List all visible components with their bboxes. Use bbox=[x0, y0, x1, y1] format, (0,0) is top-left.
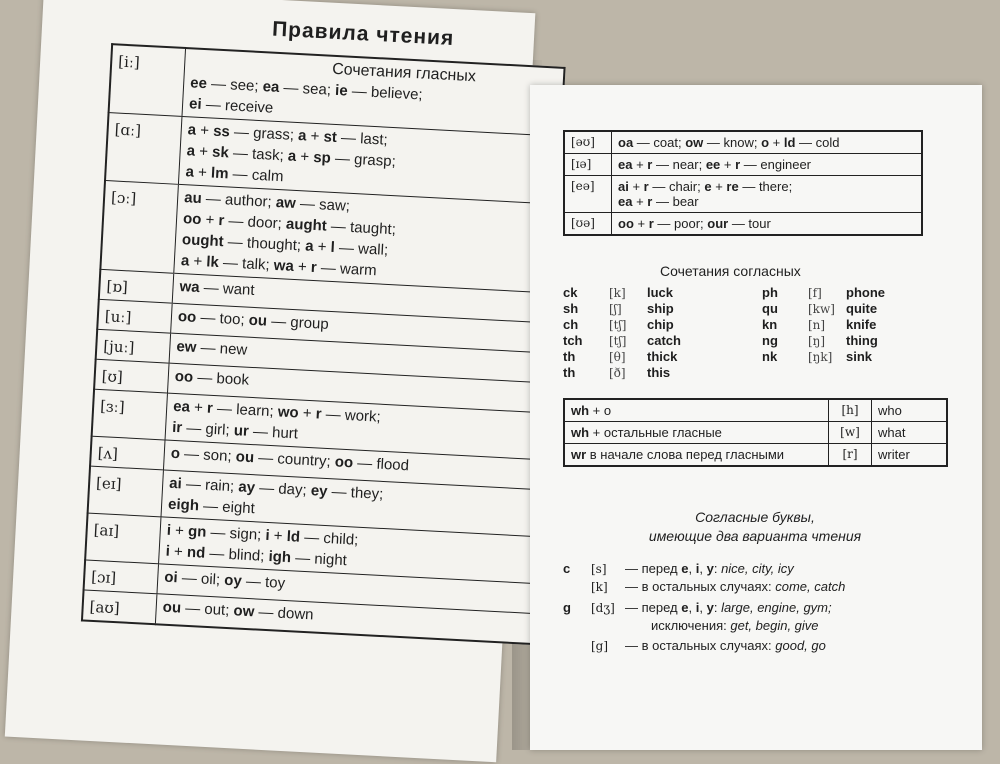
diphthong-row bbox=[564, 154, 922, 176]
rule-text: — перед bbox=[625, 600, 682, 615]
letter-combo: e bbox=[681, 600, 689, 615]
rule-text: — last; bbox=[336, 129, 389, 149]
rule-text: в начале слова перед гласными bbox=[586, 447, 785, 462]
rule-text: исключения: bbox=[651, 618, 731, 633]
letter-combo: o bbox=[170, 444, 181, 463]
letter-combo: ai bbox=[618, 179, 629, 194]
letter-combo: r bbox=[647, 194, 653, 209]
wh-row bbox=[564, 422, 947, 444]
rule-text: — want bbox=[199, 279, 255, 299]
diphthong-row bbox=[564, 213, 922, 236]
consonant-row bbox=[563, 349, 681, 365]
rule-text: — hurt bbox=[248, 422, 299, 443]
consonant-section-heading: Сочетания согласных bbox=[660, 263, 801, 279]
rule-text: — tour bbox=[728, 216, 771, 231]
wh-wr-table bbox=[563, 398, 948, 467]
letter-combo: ow bbox=[685, 135, 704, 150]
consonant-list-right bbox=[762, 285, 885, 365]
letter-combo: r bbox=[643, 179, 649, 194]
rule-text: — down bbox=[253, 603, 314, 624]
letter-combo: wh bbox=[571, 425, 590, 440]
letter-combo: ay bbox=[237, 478, 256, 497]
letter-combo: eigh bbox=[167, 495, 200, 515]
rule-text: — sign; bbox=[205, 523, 266, 544]
ipa-cell: [w] bbox=[829, 422, 872, 444]
examples-cell bbox=[612, 131, 923, 154]
rule-text: — cold bbox=[795, 135, 840, 150]
examples-cell bbox=[612, 213, 923, 236]
ipa-cell: [uː] bbox=[97, 299, 172, 333]
ipa-cell: [ɔː] bbox=[100, 180, 178, 273]
rule-text: — book bbox=[192, 368, 250, 389]
example-cell: writer bbox=[872, 444, 948, 467]
rule-text: — work; bbox=[321, 405, 382, 426]
consonant-combo: sh bbox=[563, 301, 579, 316]
rule-text: — new bbox=[195, 339, 248, 359]
letter-combo: ou bbox=[235, 448, 255, 467]
rule-text: — child; bbox=[299, 528, 359, 549]
consonant-ipa: [kw] bbox=[808, 302, 835, 316]
consonant-ipa: [ŋk] bbox=[808, 350, 833, 364]
letter-combo: a bbox=[287, 147, 297, 165]
rule-text: — engineer bbox=[740, 157, 812, 172]
diphthong-table bbox=[563, 130, 923, 236]
ipa-cell: [r] bbox=[829, 444, 872, 467]
letter-combo: gn bbox=[187, 522, 207, 541]
letter-combo: i bbox=[695, 600, 700, 615]
letter-combo: ought bbox=[181, 231, 225, 251]
letter: c bbox=[563, 561, 571, 576]
letter-combo: aw bbox=[275, 193, 297, 212]
rule-text: — girl; bbox=[181, 419, 235, 440]
ipa-cell: [h] bbox=[829, 399, 872, 422]
letter-combo: sp bbox=[312, 148, 332, 167]
letter-combo: ea bbox=[618, 157, 633, 172]
ipa-cell: [ɑː] bbox=[105, 113, 182, 185]
letter-combo: r bbox=[647, 157, 653, 172]
letter-combo: ur bbox=[233, 422, 250, 440]
consonant-row bbox=[563, 333, 681, 349]
rule-text: + bbox=[632, 157, 648, 172]
consonant-example: sink bbox=[846, 349, 873, 364]
letter-combo: lm bbox=[210, 164, 229, 183]
rule-text: — wall; bbox=[334, 239, 389, 259]
rule-text: + bbox=[633, 216, 649, 231]
consonant-example: phone bbox=[846, 285, 885, 300]
rule-text: — oil; bbox=[177, 569, 225, 589]
ipa: [g] bbox=[591, 639, 609, 653]
letter-combo: wh bbox=[571, 403, 590, 418]
consonant-row bbox=[563, 365, 681, 381]
ipa-cell: [aɪ] bbox=[85, 513, 161, 564]
consonant-ipa: [tʃ] bbox=[609, 318, 627, 332]
letter-combo: oo bbox=[174, 367, 194, 386]
rule-text: + bbox=[628, 179, 644, 194]
rule-text: — calm bbox=[228, 165, 284, 186]
letter-combo: a bbox=[297, 127, 307, 145]
two-sound-row bbox=[563, 579, 845, 595]
letter-combo: oo bbox=[618, 216, 634, 231]
letter-combo: e bbox=[704, 179, 712, 194]
rule-text: — eight bbox=[198, 497, 256, 518]
letter-combo: l bbox=[330, 238, 336, 257]
rule-text: — thought; bbox=[223, 233, 306, 255]
rule-text: — в остальных случаях: bbox=[625, 579, 776, 594]
ipa-cell: [ʊ] bbox=[94, 359, 169, 393]
consonant-row bbox=[563, 317, 681, 333]
ipa-cell: [juː] bbox=[96, 329, 171, 363]
rule-text: — son; bbox=[179, 445, 237, 466]
letter-combo: a bbox=[185, 163, 195, 181]
two-sound-row bbox=[563, 600, 832, 616]
rule-text: , bbox=[699, 561, 707, 576]
rule-text: — sea; bbox=[278, 79, 336, 99]
consonant-list-left bbox=[563, 285, 681, 381]
letter-combo: r bbox=[206, 399, 214, 417]
right-page bbox=[530, 85, 982, 750]
rule-cell bbox=[564, 422, 829, 444]
letter-combo: our bbox=[707, 216, 729, 231]
consonant-ipa: [ŋ] bbox=[808, 334, 826, 348]
letter-combo: sk bbox=[211, 143, 230, 162]
rule-text: — flood bbox=[352, 454, 410, 475]
consonant-example: thing bbox=[846, 333, 878, 348]
letter-combo: ea bbox=[262, 78, 280, 96]
example-line bbox=[618, 179, 915, 194]
ipa-cell: [aʊ] bbox=[82, 590, 157, 624]
ipa-cell: [iː] bbox=[109, 44, 186, 116]
two-sound-row bbox=[563, 618, 819, 634]
letter-combo: r bbox=[310, 258, 318, 277]
ipa: [k] bbox=[591, 580, 608, 594]
rule-text: — believe; bbox=[347, 82, 424, 104]
rule-text: + bbox=[194, 142, 213, 161]
rule-text: : bbox=[713, 600, 722, 615]
letter-combo: y bbox=[706, 600, 714, 615]
rule-text: + bbox=[306, 127, 325, 146]
consonant-combo: qu bbox=[762, 301, 778, 316]
wh-row bbox=[564, 444, 947, 467]
letter-combo: re bbox=[726, 179, 739, 194]
rule-text: + bbox=[720, 157, 736, 172]
rule-text: + bbox=[313, 238, 332, 256]
letter-combo: i bbox=[166, 521, 172, 539]
rule-text: — в остальных случаях: bbox=[625, 638, 776, 653]
ipa-cell: [ɒ] bbox=[99, 269, 174, 303]
ipa-cell: [ɪə] bbox=[564, 154, 612, 176]
rule-text: + bbox=[295, 147, 314, 166]
diphthong-row bbox=[564, 176, 922, 213]
letter-combo: wa bbox=[179, 278, 201, 297]
ipa-cell: [ʊə] bbox=[564, 213, 612, 236]
consonant-example: knife bbox=[846, 317, 877, 332]
consonant-example: catch bbox=[647, 333, 681, 348]
consonant-example: luck bbox=[647, 285, 674, 300]
rule-text: — night bbox=[290, 549, 348, 570]
two-sound-heading-line-1: Согласные буквы, bbox=[695, 509, 815, 525]
letter-combo: igh bbox=[268, 548, 292, 567]
letter-combo: a bbox=[180, 252, 190, 270]
rule-text: — country; bbox=[253, 449, 336, 471]
rule-text: + bbox=[193, 163, 212, 182]
letter-combo: oo bbox=[182, 210, 202, 229]
consonant-row bbox=[762, 301, 885, 317]
rule-text: — taught; bbox=[326, 217, 397, 239]
letter-combo: ey bbox=[310, 482, 328, 501]
rule-text: — rain; bbox=[181, 475, 239, 496]
letter-combo: o bbox=[761, 135, 770, 150]
letter-combo: oa bbox=[618, 135, 634, 150]
letter-combo: r bbox=[648, 216, 654, 231]
letter-combo: ai bbox=[168, 474, 183, 493]
ipa-cell: [ʌ] bbox=[90, 436, 165, 470]
consonant-row bbox=[563, 301, 681, 317]
diphthong-row bbox=[564, 131, 922, 154]
letter-combo: ie bbox=[334, 81, 349, 100]
consonant-example: this bbox=[647, 365, 671, 380]
example-words: come, catch bbox=[775, 579, 846, 594]
letter-combo: aught bbox=[285, 215, 328, 235]
rule-text: — grass; bbox=[229, 123, 299, 145]
letter-combo: ei bbox=[188, 95, 203, 113]
consonant-combo: ch bbox=[563, 317, 579, 332]
letter-combo: wa bbox=[273, 256, 295, 275]
two-sound-letters-heading bbox=[620, 508, 890, 546]
rule-text: — group bbox=[266, 312, 330, 333]
rule-text: + bbox=[170, 521, 189, 540]
rule-text: — there; bbox=[738, 179, 793, 194]
letter-combo: au bbox=[183, 189, 203, 208]
rule-text: — grasp; bbox=[330, 149, 397, 171]
example-cell: who bbox=[872, 399, 948, 422]
letter-combo: r bbox=[218, 211, 225, 230]
letter-combo: i bbox=[695, 561, 700, 576]
rule-text: + bbox=[711, 179, 727, 194]
letter-combo: oo bbox=[334, 453, 354, 472]
page-title: Правила чтения bbox=[271, 17, 455, 51]
rule-text: — see; bbox=[206, 75, 264, 96]
letter: g bbox=[563, 600, 571, 615]
ipa-cell: [ɔɪ] bbox=[84, 560, 159, 594]
two-sound-row bbox=[563, 638, 826, 654]
consonant-row bbox=[762, 349, 885, 365]
letter-combo: wo bbox=[277, 403, 300, 422]
consonant-ipa: [ð] bbox=[609, 366, 626, 380]
consonant-ipa: [f] bbox=[808, 286, 822, 300]
rule-text: — warm bbox=[316, 259, 378, 280]
letter-combo: nd bbox=[186, 543, 206, 562]
rule-text: , bbox=[688, 561, 696, 576]
ipa-cell: [eɪ] bbox=[88, 466, 164, 517]
consonant-example: chip bbox=[647, 317, 674, 332]
rule-text: — out; bbox=[180, 599, 234, 620]
letter-combo: r bbox=[735, 157, 741, 172]
rule-text: — receive bbox=[201, 95, 274, 117]
example-line bbox=[618, 216, 915, 231]
letter-combo: ss bbox=[212, 122, 231, 141]
consonant-example: thick bbox=[647, 349, 678, 364]
rule-text: — task; bbox=[228, 144, 289, 165]
example-words: good, go bbox=[775, 638, 826, 653]
rule-text: — too; bbox=[195, 308, 250, 329]
ipa-cell: [əʊ] bbox=[564, 131, 612, 154]
example-line bbox=[618, 194, 915, 209]
consonant-ipa: [n] bbox=[808, 318, 826, 332]
letter-combo: st bbox=[323, 128, 338, 147]
rule-text: + bbox=[632, 194, 648, 209]
letter-combo: ir bbox=[171, 418, 183, 437]
examples-cell bbox=[612, 176, 923, 213]
letter-combo: ld bbox=[286, 528, 301, 546]
letter-combo: ow bbox=[233, 602, 255, 621]
consonant-ipa: [k] bbox=[609, 286, 626, 300]
rule-text: + bbox=[189, 398, 208, 417]
letter-combo: ea bbox=[618, 194, 633, 209]
examples-cell bbox=[612, 154, 923, 176]
example-words: large, engine, gym; bbox=[721, 600, 832, 615]
rule-text: — near; bbox=[652, 157, 706, 172]
two-sound-heading-line-2: имеющие два варианта чтения bbox=[648, 528, 862, 544]
rule-text: — blind; bbox=[204, 544, 269, 566]
example-words: get, begin, give bbox=[730, 618, 819, 633]
left-page bbox=[5, 0, 536, 762]
vowel-section-heading: Сочетания гласных bbox=[331, 60, 477, 86]
wh-row bbox=[564, 399, 947, 422]
rule-text: + bbox=[200, 211, 219, 229]
rule-text: + bbox=[269, 527, 288, 545]
letter-combo: i bbox=[265, 526, 271, 545]
consonant-row bbox=[762, 317, 885, 333]
rule-text: — door; bbox=[223, 212, 287, 233]
letter-combo: a bbox=[186, 142, 196, 160]
rule-text: , bbox=[699, 600, 707, 615]
ipa-cell: [ɜː] bbox=[92, 389, 168, 440]
letter-combo: ea bbox=[172, 397, 191, 416]
letter-combo: lk bbox=[205, 253, 220, 272]
consonant-combo: th bbox=[563, 365, 576, 380]
rule-text: + остальные гласные bbox=[589, 425, 722, 440]
letter-combo: ee bbox=[189, 74, 208, 93]
rule-text: + bbox=[293, 258, 312, 276]
rule-text: — bear bbox=[652, 194, 699, 209]
rule-text: — chair; bbox=[648, 179, 705, 194]
consonant-combo: kn bbox=[762, 317, 778, 332]
consonant-combo: ng bbox=[762, 333, 778, 348]
consonant-ipa: [ʃ] bbox=[609, 302, 622, 316]
consonant-ipa: [θ] bbox=[609, 350, 626, 364]
rule-text: , bbox=[688, 600, 696, 615]
rule-text: — coat; bbox=[633, 135, 686, 150]
letter-combo: e bbox=[681, 561, 689, 576]
consonant-example: ship bbox=[647, 301, 674, 316]
consonant-example: quite bbox=[846, 301, 878, 316]
rule-cell bbox=[564, 399, 829, 422]
ipa: [dʒ] bbox=[591, 601, 615, 615]
letter-combo: ew bbox=[175, 337, 197, 356]
two-sound-row bbox=[563, 561, 794, 577]
letter-combo: y bbox=[706, 561, 714, 576]
rule-cell bbox=[564, 444, 829, 467]
rule-text: — they; bbox=[327, 483, 384, 503]
rule-text: — saw; bbox=[295, 195, 351, 215]
letter-combo: ld bbox=[783, 135, 796, 150]
consonant-ipa: [tʃ] bbox=[609, 334, 627, 348]
rule-text: + bbox=[188, 252, 207, 271]
letter-combo: ou bbox=[162, 598, 182, 617]
example-line bbox=[618, 157, 915, 172]
example-words: nice, city, icy bbox=[721, 561, 794, 576]
consonant-combo: ck bbox=[563, 285, 578, 300]
consonant-combo: ph bbox=[762, 285, 778, 300]
rule-text: — poor; bbox=[653, 216, 708, 231]
letter-combo: ee bbox=[705, 157, 721, 172]
letter-combo: wr bbox=[571, 447, 587, 462]
rule-text: — learn; bbox=[212, 399, 279, 421]
consonant-combo: tch bbox=[563, 333, 583, 348]
rule-text: : bbox=[713, 561, 722, 576]
rule-text: — toy bbox=[241, 572, 286, 592]
letter-combo: a bbox=[304, 237, 315, 255]
ipa: [s] bbox=[591, 562, 607, 576]
consonant-row bbox=[762, 333, 885, 349]
rule-text: — перед bbox=[625, 561, 682, 576]
letter-combo: i bbox=[165, 542, 171, 560]
letter-combo: ou bbox=[248, 311, 268, 330]
rule-text: + bbox=[169, 542, 188, 561]
rule-text: + bbox=[769, 135, 784, 150]
consonant-row bbox=[563, 285, 681, 301]
consonant-row bbox=[762, 285, 885, 301]
example-cell: what bbox=[872, 422, 948, 444]
rule-text: — day; bbox=[254, 479, 312, 500]
rule-text: — talk; bbox=[218, 254, 275, 274]
vowel-combinations-table bbox=[81, 43, 566, 645]
rule-text: — author; bbox=[201, 190, 277, 211]
letter-combo: oo bbox=[177, 308, 197, 326]
consonant-combo: th bbox=[563, 349, 576, 364]
letter-combo: oy bbox=[223, 571, 243, 590]
rule-text: + o bbox=[589, 403, 612, 418]
letter-combo: a bbox=[187, 121, 197, 139]
rule-text: — know; bbox=[703, 135, 762, 150]
letter-combo: oi bbox=[163, 568, 179, 587]
rule-text: + bbox=[298, 404, 317, 423]
letter-combo: r bbox=[315, 405, 323, 423]
consonant-combo: nk bbox=[762, 349, 778, 364]
ipa-cell: [eə] bbox=[564, 176, 612, 213]
example-line bbox=[618, 135, 915, 150]
rule-text: + bbox=[195, 121, 214, 140]
